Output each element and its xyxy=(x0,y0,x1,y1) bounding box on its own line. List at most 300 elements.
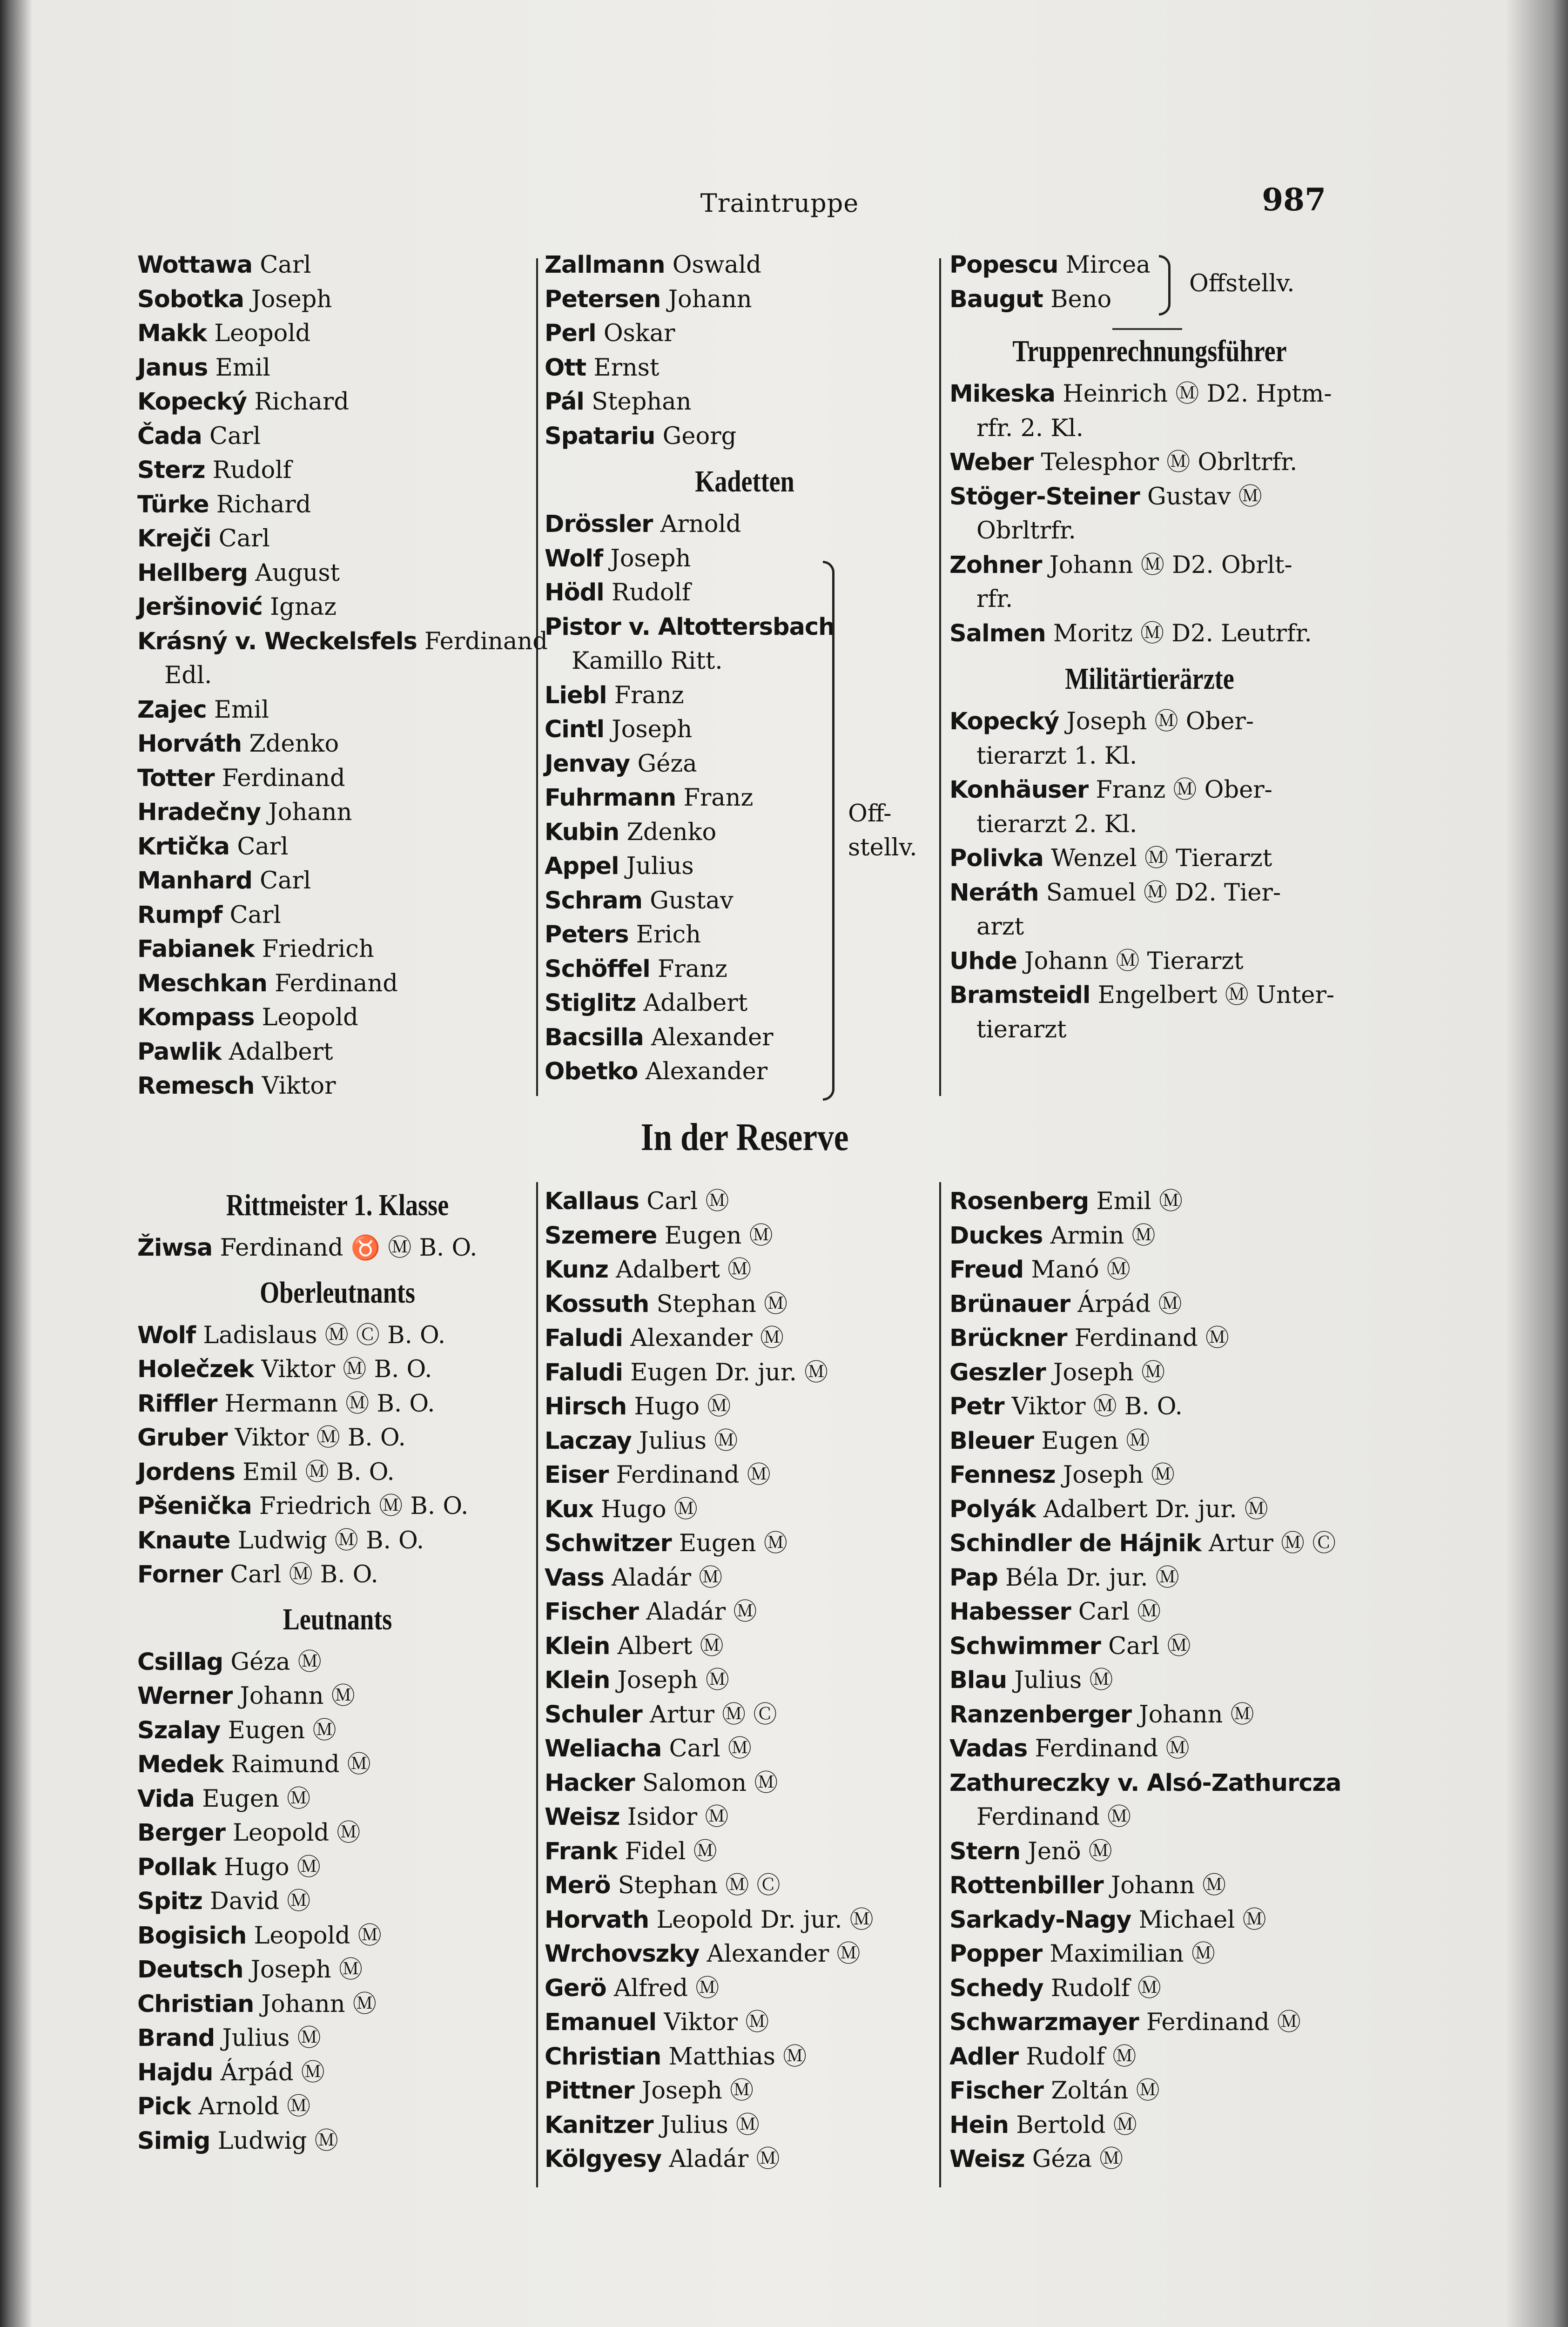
surname: Neráth xyxy=(949,879,1039,907)
given-name: Ferdinand Ⓜ xyxy=(1035,1735,1190,1762)
given-name: Richard xyxy=(254,388,349,416)
given-name: Julius Ⓜ xyxy=(222,2024,321,2052)
kadetten-note-line-2: stellv. xyxy=(848,834,917,861)
given-name: Johann xyxy=(668,285,752,313)
surname: Klein xyxy=(545,1632,610,1660)
list-item xyxy=(949,1458,1350,1493)
given-name: Ferdinand Ⓜ xyxy=(1146,2009,1301,2036)
surname: Schuler xyxy=(545,1701,642,1728)
list-item xyxy=(949,2108,1350,2143)
list-item xyxy=(137,2124,538,2159)
given-name: Aladár Ⓜ xyxy=(612,1564,723,1592)
surname: Wolf xyxy=(545,545,603,572)
surname: Laczay xyxy=(545,1427,632,1455)
list-item xyxy=(949,2142,1350,2177)
list-item xyxy=(137,2090,538,2124)
given-name: Artur Ⓜ Ⓒ xyxy=(650,1701,777,1728)
list-item xyxy=(137,864,538,898)
surname: Čada xyxy=(137,422,202,450)
surname: Vadas xyxy=(949,1735,1028,1762)
given-name: Julius Ⓜ xyxy=(1014,1667,1113,1694)
list-item xyxy=(137,727,538,761)
given-name: Carl Ⓜ xyxy=(1078,1598,1161,1626)
surname: Krásný v. Weckelsfels xyxy=(137,627,417,655)
rittmeister-list xyxy=(137,1231,538,1265)
top-column-3 xyxy=(949,248,1350,1047)
surname: Kossuth xyxy=(545,1290,649,1318)
surname: Holečzek xyxy=(137,1356,254,1383)
list-item xyxy=(949,1424,1350,1459)
list-item xyxy=(137,453,538,488)
surname: Schöffel xyxy=(545,955,650,983)
list-item xyxy=(545,918,945,952)
list-item xyxy=(137,1352,538,1387)
entry-continuation: rfr. 2. Kl. xyxy=(976,414,1083,442)
entry-continuation: tierarzt 2. Kl. xyxy=(976,810,1137,838)
list-item xyxy=(137,248,538,282)
surname: Horváth xyxy=(137,730,242,758)
surname: Christian xyxy=(545,2043,661,2071)
given-name: Franz Ⓜ Ober- xyxy=(1096,776,1272,804)
given-name: Viktor Ⓜ xyxy=(664,2009,769,2036)
surname: Bogisich xyxy=(137,1922,247,1950)
surname: Bacsilla xyxy=(545,1023,644,1051)
list-item xyxy=(949,1561,1350,1595)
list-item xyxy=(545,1055,945,1089)
given-name: Ernst xyxy=(593,354,660,382)
list-item xyxy=(949,1595,1350,1629)
surname: Kux xyxy=(545,1495,593,1523)
surname: Szalay xyxy=(137,1716,221,1744)
surname: Kubin xyxy=(545,818,619,846)
given-name: Rudolf xyxy=(212,457,292,484)
given-name: Jenö Ⓜ xyxy=(1028,1837,1112,1865)
list-item xyxy=(137,1782,538,1816)
given-name: Carl xyxy=(237,833,289,861)
given-name: Emil Ⓜ xyxy=(1096,1188,1183,1215)
surname: Kompass xyxy=(137,1004,255,1031)
given-name: Adalbert Ⓜ xyxy=(616,1256,752,1284)
list-item xyxy=(137,1987,538,2022)
surname: Sobotka xyxy=(137,285,244,313)
list-item xyxy=(949,1663,1350,1698)
list-item xyxy=(545,884,945,918)
list-item xyxy=(545,1903,945,1937)
list-item xyxy=(949,1869,1350,1903)
given-name: Joseph xyxy=(612,716,693,743)
surname: Duckes xyxy=(949,1222,1043,1250)
surname: Peters xyxy=(545,921,629,948)
list-item xyxy=(949,1321,1350,1356)
list-item xyxy=(545,507,945,542)
surname: Jenvay xyxy=(545,750,630,778)
surname: Stern xyxy=(949,1837,1021,1865)
list-item xyxy=(545,1493,945,1527)
given-name: Artur Ⓜ Ⓒ xyxy=(1208,1530,1336,1557)
given-name: Ferdinand xyxy=(275,969,398,997)
surname: Drössler xyxy=(545,511,653,538)
given-name: David Ⓜ xyxy=(210,1888,311,1915)
surname: Adler xyxy=(949,2043,1019,2071)
list-item xyxy=(545,747,945,781)
reserve-column-1 xyxy=(137,1180,538,2158)
list-item xyxy=(545,1663,945,1698)
surname: Geszler xyxy=(949,1359,1046,1386)
surname: Makk xyxy=(137,320,207,347)
surname: Mikeska xyxy=(949,380,1056,408)
list-item xyxy=(949,2074,1350,2108)
surname: Hradečny xyxy=(137,799,261,826)
list-item xyxy=(949,480,1350,514)
list-item xyxy=(949,1390,1350,1424)
given-name: Hugo Ⓜ xyxy=(634,1393,731,1420)
list-item xyxy=(949,1184,1350,1219)
list-item xyxy=(545,1321,945,1356)
surname: Hödl xyxy=(545,579,604,606)
given-name: Engelbert Ⓜ Unter- xyxy=(1097,982,1335,1009)
surname: Popescu xyxy=(949,251,1058,279)
offstellv-brace xyxy=(1159,255,1171,316)
surname: Rumpf xyxy=(137,901,222,929)
list-item xyxy=(545,1971,945,2006)
given-name: Erich xyxy=(636,921,701,948)
surname: Pittner xyxy=(545,2077,634,2105)
surname: Faludi xyxy=(545,1359,623,1386)
given-name: Viktor Ⓜ B. O. xyxy=(261,1356,432,1383)
list-item xyxy=(545,1184,945,1219)
rittmeister-heading: Rittmeister 1. Klasse xyxy=(226,1188,449,1222)
list-item xyxy=(949,2040,1350,2074)
list-item xyxy=(545,2142,945,2177)
list-item xyxy=(137,385,538,419)
surname: Pick xyxy=(137,2093,191,2120)
list-item xyxy=(545,1219,945,1253)
surname: Deutsch xyxy=(137,1956,243,1984)
given-name: Viktor Ⓜ B. O. xyxy=(1011,1393,1183,1420)
surname: Sterz xyxy=(137,457,205,484)
given-name: Adalbert xyxy=(229,1038,333,1066)
given-name: Ferdinand xyxy=(222,764,345,792)
given-name: Emil Ⓜ B. O. xyxy=(242,1458,395,1486)
list-item xyxy=(137,1748,538,1782)
surname: Weisz xyxy=(949,2145,1025,2173)
tier-list xyxy=(949,705,1350,1047)
surname: Pawlik xyxy=(137,1038,222,1066)
given-name: Carl xyxy=(229,901,281,929)
given-name: Friedrich Ⓜ B. O. xyxy=(259,1493,469,1520)
given-name: Heinrich Ⓜ D2. Hptm- xyxy=(1063,380,1332,408)
surname: Totter xyxy=(137,764,215,792)
given-name: Géza Ⓜ xyxy=(1032,2145,1124,2173)
surname: Hein xyxy=(949,2111,1009,2139)
list-item xyxy=(545,1424,945,1459)
top-column-1 xyxy=(137,248,548,1103)
list-item xyxy=(545,542,945,576)
given-name: Leopold Ⓜ xyxy=(233,1819,361,1847)
given-name: Georg xyxy=(662,422,737,450)
surname: Fischer xyxy=(545,1598,639,1626)
list-item xyxy=(545,1698,945,1732)
given-name: Telesphor Ⓜ Obrltrfr. xyxy=(1041,449,1298,476)
surname: Uhde xyxy=(949,947,1017,975)
given-name: Johann xyxy=(268,799,352,826)
surname: Schwitzer xyxy=(545,1530,672,1557)
given-name: Johann Ⓜ xyxy=(261,1990,377,2018)
given-name: Matthias Ⓜ xyxy=(668,2043,807,2071)
given-name: Ignaz xyxy=(270,593,336,621)
surname: Weisz xyxy=(545,1803,620,1831)
surname: Wottawa xyxy=(137,251,253,279)
list-item xyxy=(949,1219,1350,1253)
list-item xyxy=(545,713,945,747)
list-item xyxy=(137,282,538,317)
surname: Fennesz xyxy=(949,1461,1056,1489)
list-item xyxy=(949,773,1350,807)
surname: Obetko xyxy=(545,1058,638,1085)
surname: Zallmann xyxy=(545,251,665,279)
entry-continuation: Edl. xyxy=(164,662,212,689)
entry-continuation: tierarzt xyxy=(976,1016,1067,1043)
surname: Gruber xyxy=(137,1424,228,1452)
list-item xyxy=(137,1953,538,1987)
list-item xyxy=(949,705,1350,739)
surname: Knaute xyxy=(137,1527,230,1554)
kadetten-heading: Kadetten xyxy=(695,464,794,498)
list-item xyxy=(545,316,945,351)
surname: Kallaus xyxy=(545,1188,639,1215)
page-number: 987 xyxy=(1262,182,1326,218)
list-item xyxy=(137,1318,538,1353)
given-name: Eugen Ⓜ xyxy=(664,1222,773,1250)
given-name: Rudolf Ⓜ xyxy=(1026,2043,1137,2071)
list-item xyxy=(949,2005,1350,2040)
list-item xyxy=(137,1231,538,1265)
list-item xyxy=(137,419,538,454)
surname: Janus xyxy=(137,354,208,382)
surname: Riffler xyxy=(137,1390,217,1418)
entry-continuation: arzt xyxy=(976,913,1024,941)
given-name: Béla Dr. jur. Ⓜ xyxy=(1005,1564,1179,1592)
given-name: Leopold Dr. jur. Ⓜ xyxy=(656,1906,874,1934)
given-name: Géza xyxy=(637,750,697,778)
list-item xyxy=(545,282,945,317)
surname: Pollak xyxy=(137,1853,216,1881)
surname: Csillag xyxy=(137,1648,223,1676)
surname: Petr xyxy=(949,1393,1004,1420)
given-name: Johann Ⓜ xyxy=(1139,1701,1254,1728)
given-name: Ludwig Ⓜ B. O. xyxy=(237,1527,424,1554)
surname: Baugut xyxy=(949,285,1043,313)
list-item xyxy=(949,876,1350,910)
surname: Stiglitz xyxy=(545,989,636,1017)
list-item xyxy=(137,1455,538,1490)
surname: Türke xyxy=(137,491,209,518)
list-item xyxy=(137,522,538,556)
given-name: Michael Ⓜ xyxy=(1138,1906,1266,1934)
surname: Habesser xyxy=(949,1598,1071,1626)
given-name: Eugen Ⓜ xyxy=(679,1530,787,1557)
surname: Polyák xyxy=(949,1495,1036,1523)
given-name: Carl xyxy=(260,867,311,894)
surname: Sarkady-Nagy xyxy=(949,1906,1131,1934)
surname: Pap xyxy=(949,1564,998,1592)
surname: Bleuer xyxy=(949,1427,1034,1455)
list-item xyxy=(545,679,945,713)
surname: Brand xyxy=(137,2024,215,2052)
reserve-column-2 xyxy=(545,1184,945,2177)
surname: Zathureczky v. Alsó-Zathurcza xyxy=(949,1769,1341,1797)
given-name: Franz xyxy=(614,681,684,709)
list-item xyxy=(949,1835,1350,1869)
given-name: Johann Ⓜ Tierarzt xyxy=(1024,947,1244,975)
surname: Weber xyxy=(949,449,1034,476)
surname: Fabianek xyxy=(137,935,255,963)
given-name: Johann Ⓜ xyxy=(240,1682,355,1710)
list-item xyxy=(545,1937,945,1971)
surname: Gerö xyxy=(545,1974,606,2002)
list-item xyxy=(137,351,538,385)
list-item xyxy=(949,1253,1350,1287)
list-item xyxy=(137,1919,538,1953)
surname: Zajec xyxy=(137,696,207,724)
list-item xyxy=(949,1629,1350,1664)
surname: Weliacha xyxy=(545,1735,662,1762)
surname: Vida xyxy=(137,1785,195,1813)
surname: Hajdu xyxy=(137,2058,213,2086)
surname: Brünauer xyxy=(949,1290,1070,1318)
given-name: Julius Ⓜ xyxy=(660,2111,760,2139)
given-name: Viktor Ⓜ B. O. xyxy=(235,1424,406,1452)
list-item xyxy=(545,1561,945,1595)
surname: Remesch xyxy=(137,1072,255,1100)
list-item xyxy=(949,978,1350,1013)
list-item xyxy=(949,1356,1350,1390)
list-item xyxy=(949,1937,1350,1971)
surname: Hacker xyxy=(545,1769,635,1797)
list-item xyxy=(137,1524,538,1558)
list-item xyxy=(545,1287,945,1322)
list-item xyxy=(137,625,548,659)
surname: Bramsteidl xyxy=(949,982,1090,1009)
given-name: Alexander xyxy=(645,1058,768,1085)
given-name: Johann Ⓜ xyxy=(1110,1872,1226,1899)
list-item xyxy=(545,1835,945,1869)
surname: Zohner xyxy=(949,551,1042,579)
given-name: Julius xyxy=(626,853,694,880)
given-name: Adalbert xyxy=(643,989,748,1017)
list-item xyxy=(137,967,538,1001)
list-item xyxy=(545,248,945,282)
given-name: August xyxy=(255,559,340,587)
given-name: Oskar xyxy=(603,320,675,347)
given-name: Joseph Ⓜ xyxy=(617,1667,729,1694)
given-name: Joseph Ⓜ xyxy=(1053,1359,1165,1386)
list-item xyxy=(545,1527,945,1561)
list-item xyxy=(137,2056,538,2090)
given-name: Zdenko xyxy=(249,730,339,758)
list-item xyxy=(949,1903,1350,1937)
list-item xyxy=(137,1850,538,1885)
given-name: Friedrich xyxy=(262,935,374,963)
list-item xyxy=(545,1458,945,1493)
list-item xyxy=(137,761,538,796)
given-name: Emil xyxy=(215,354,270,382)
given-name: Alexander Ⓜ xyxy=(707,1940,861,1968)
surname: Fischer xyxy=(949,2077,1043,2105)
given-name: Eugen Ⓜ xyxy=(228,1716,336,1744)
given-name: Raimund Ⓜ xyxy=(231,1751,371,1778)
list-item xyxy=(137,2021,538,2056)
oberleutnants-list xyxy=(137,1318,538,1592)
surname: Hellberg xyxy=(137,559,248,587)
given-name: Eugen Ⓜ xyxy=(1041,1427,1150,1455)
list-item xyxy=(545,351,945,385)
given-name: Armin Ⓜ xyxy=(1050,1222,1156,1250)
surname: Krejči xyxy=(137,525,211,552)
surname: Kanitzer xyxy=(545,2111,653,2139)
given-name: Joseph Ⓜ Ober- xyxy=(1066,708,1254,735)
surname: Wolf xyxy=(137,1321,196,1349)
given-name: Hugo Ⓜ xyxy=(601,1495,698,1523)
given-name: Carl Ⓜ xyxy=(646,1188,729,1215)
surname: Popper xyxy=(949,1940,1043,1968)
surname: Stöger-Steiner xyxy=(949,483,1140,511)
surname: Schwimmer xyxy=(949,1632,1101,1660)
given-name: Stephan xyxy=(592,388,692,416)
given-name: Leopold Ⓜ xyxy=(254,1922,382,1950)
given-name: Ludwig Ⓜ xyxy=(217,2127,338,2155)
surname: Polivka xyxy=(949,845,1043,872)
list-item xyxy=(137,1387,538,1421)
list-item xyxy=(137,1679,538,1714)
given-name: Ferdinand ♉ Ⓜ B. O. xyxy=(220,1234,478,1262)
surname: Klein xyxy=(545,1667,610,1694)
list-item xyxy=(545,2108,945,2143)
offstellv-note: Offstellv. xyxy=(1189,270,1295,297)
list-item xyxy=(545,1869,945,1903)
list-item xyxy=(545,1390,945,1424)
surname: Schram xyxy=(545,887,642,915)
list-item xyxy=(545,1356,945,1390)
surname: Ott xyxy=(545,354,586,382)
list-item xyxy=(949,1287,1350,1322)
surname: Cintl xyxy=(545,716,605,743)
list-item xyxy=(545,385,945,419)
surname: Kunz xyxy=(545,1256,608,1284)
given-name: Arnold xyxy=(660,511,741,538)
given-name: Beno xyxy=(1050,285,1112,313)
surname: Manhard xyxy=(137,867,252,894)
list-item xyxy=(949,1698,1350,1732)
given-name: Hugo Ⓜ xyxy=(223,1853,321,1881)
given-name: Ferdinand xyxy=(424,627,548,655)
list-item xyxy=(545,1732,945,1766)
list-item xyxy=(545,1800,945,1835)
given-name: Ladislaus Ⓜ Ⓒ B. O. xyxy=(203,1321,446,1349)
given-name: Leopold xyxy=(214,320,311,347)
surname: Forner xyxy=(137,1561,223,1588)
given-name: Maximilian Ⓜ xyxy=(1050,1940,1215,1968)
given-name: Joseph Ⓜ xyxy=(250,1956,363,1984)
surname: Kopecký xyxy=(949,708,1059,735)
kadetten-note xyxy=(848,797,917,865)
surname: Salmen xyxy=(949,619,1046,647)
list-item xyxy=(137,590,538,625)
given-name: Carl xyxy=(209,422,261,450)
given-name: Zoltán Ⓜ xyxy=(1051,2077,1160,2105)
given-name: Manó Ⓜ xyxy=(1031,1256,1131,1284)
list-item xyxy=(137,830,538,864)
